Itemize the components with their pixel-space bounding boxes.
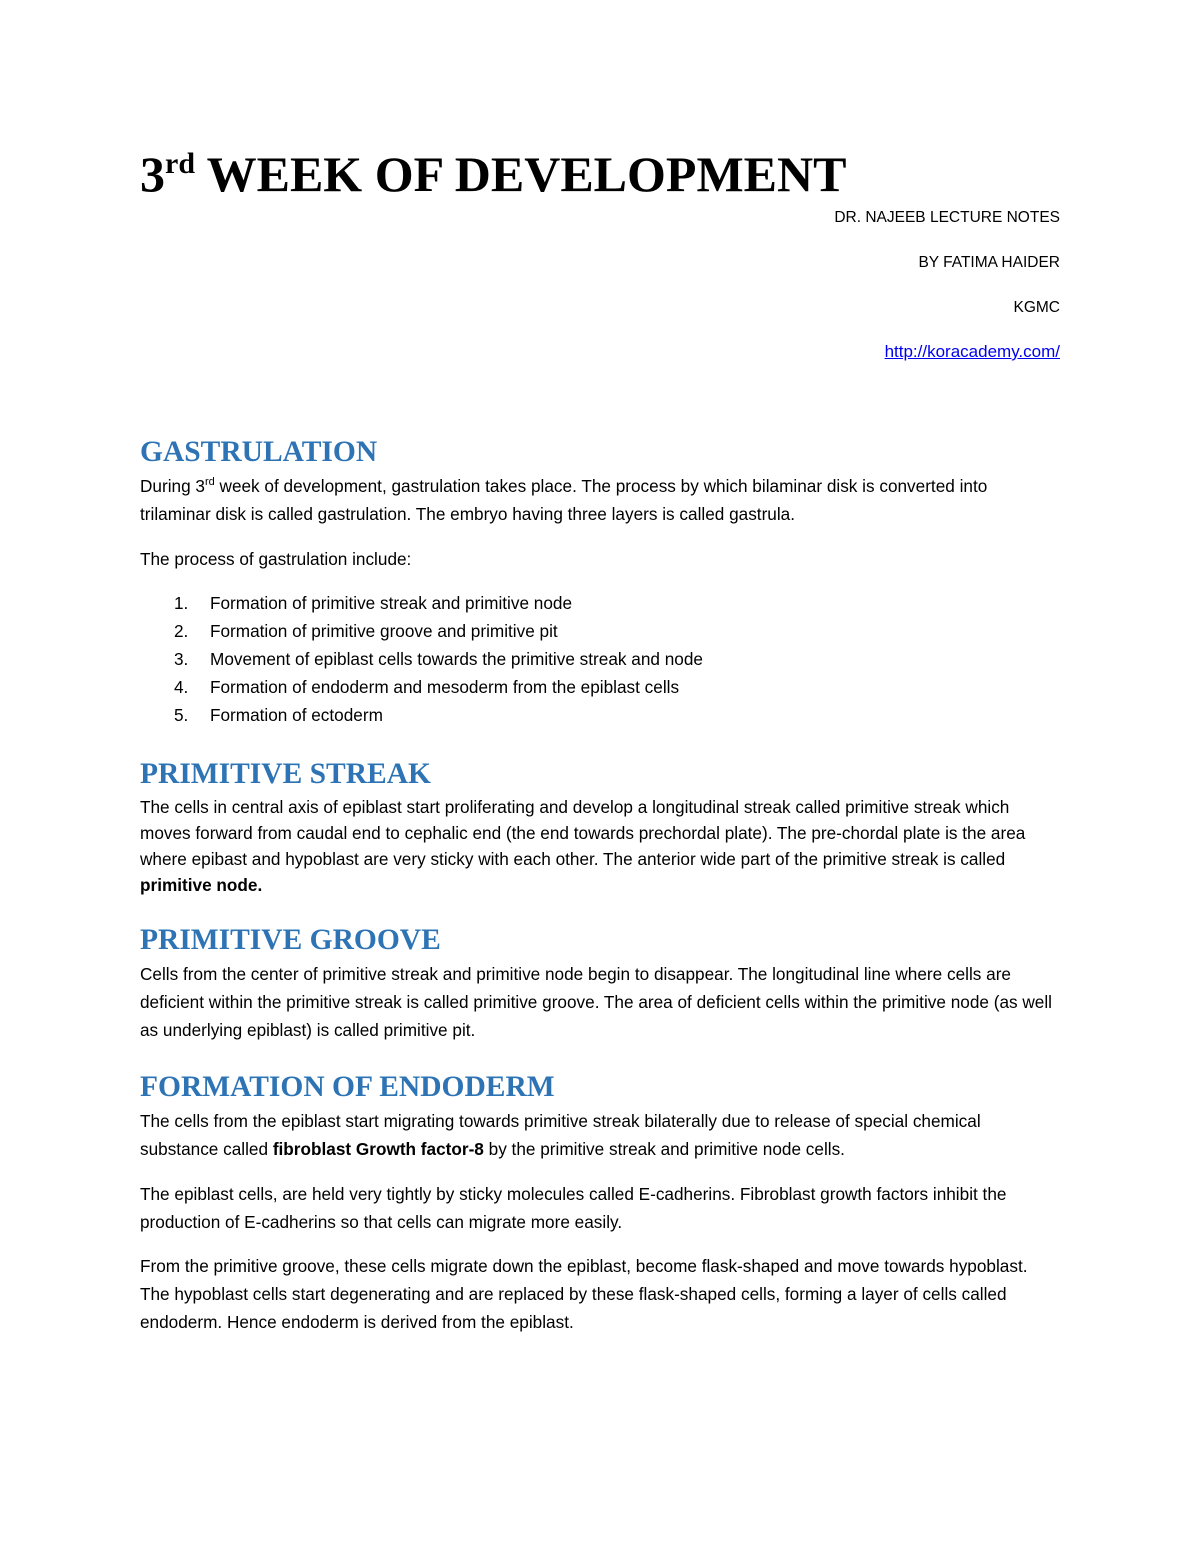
- title-text: WEEK OF DEVELOPMENT: [195, 146, 847, 202]
- page-title: [140, 140, 846, 208]
- list-item: [140, 645, 703, 673]
- list-item-text: Formation of primitive streak and primitive node: [210, 593, 573, 613]
- endoderm-paragraph-3: From the primitive groove, these cells migrate down the epiblast, become flask-shaped and move towards hypoblast. The hypoblast cells start degenerating and are replaced by these flask-shaped cells, forming a layer of cells called endoderm. Hence endoderm is derived from the epiblast.: [140, 1256, 1028, 1332]
- lecture-notes-credit: DR. NAJEEB LECTURE NOTES: [834, 209, 1060, 226]
- endoderm-paragraph-1: [140, 1107, 1060, 1163]
- fgf8-term: fibroblast Growth factor-8: [272, 1139, 484, 1159]
- endoderm-paragraph-2: The epiblast cells, are held very tightly by sticky molecules called E-cadherins. Fibroblast growth factors inhibit the production of E-cadherins so that cells can migrate more easily.: [140, 1184, 1007, 1232]
- gastrulation-steps-list: [140, 589, 703, 729]
- heading-formation-of-endoderm: FORMATION OF ENDODERM: [140, 1071, 555, 1103]
- list-item-text: Formation of ectoderm: [210, 705, 383, 725]
- primitive-groove-paragraph: Cells from the center of primitive streak and primitive node begin to disappear. The longitudinal line where cells are deficient within the primitive streak is called primitive groove. The area of deficient cells within the primitive node (as well as underlying epiblast) is called primitive pit.: [140, 964, 1052, 1040]
- title-ordinal: 3: [140, 146, 165, 202]
- website-link[interactable]: http://koracademy.com/: [884, 342, 1060, 361]
- primitive-streak-paragraph: [140, 794, 1060, 898]
- list-number: 5.: [174, 705, 189, 725]
- list-item: [140, 673, 703, 701]
- list-number: 2.: [174, 621, 189, 641]
- list-number: 4.: [174, 677, 189, 697]
- endoderm-text-b: by the primitive streak and primitive node cells.: [483, 1139, 845, 1159]
- endoderm-text-a: The cells from the epiblast start migrating towards primitive streak bilaterally due to release of special chemical substance called: [140, 1111, 981, 1159]
- list-number: 1.: [174, 593, 189, 613]
- list-item: [140, 589, 703, 617]
- primitive-streak-text: The cells in central axis of epiblast start proliferating and develop a longitudinal streak called primitive streak which moves forward from caudal end to cephalic end (the end towards prechordal plate). The pre-chordal plate is the area where epibast and hypoblast are very sticky with each other. The anterior wide part of the primitive streak is called: [140, 797, 1026, 869]
- heading-gastrulation: GASTRULATION: [140, 436, 378, 468]
- list-item: [140, 701, 703, 729]
- title-ordinal-suffix: rd: [165, 147, 195, 180]
- gastrulation-text-b: week of development, gastrulation takes place. The process by which bilaminar disk is converted into trilaminar disk is called gastrulation. The embryo having three layers is called gastrula.: [140, 476, 988, 524]
- heading-primitive-groove: PRIMITIVE GROOVE: [140, 924, 441, 956]
- institution-credit: KGMC: [1013, 299, 1060, 316]
- gastrulation-intro: The process of gastrulation include:: [140, 549, 412, 569]
- list-number: 3.: [174, 649, 189, 669]
- list-item-text: Movement of epiblast cells towards the primitive streak and node: [210, 649, 703, 669]
- primitive-node-term: primitive node.: [140, 875, 263, 895]
- gastrulation-paragraph: [140, 472, 1060, 528]
- list-item-text: Formation of primitive groove and primitive pit: [210, 621, 558, 641]
- list-item-text: Formation of endoderm and mesoderm from the epiblast cells: [210, 677, 680, 697]
- gastrulation-ordinal-suffix: rd: [204, 476, 215, 488]
- heading-primitive-streak: PRIMITIVE STREAK: [140, 758, 431, 790]
- gastrulation-text-a: During 3: [140, 476, 205, 496]
- author-credit: BY FATIMA HAIDER: [918, 254, 1060, 271]
- list-item: [140, 617, 703, 645]
